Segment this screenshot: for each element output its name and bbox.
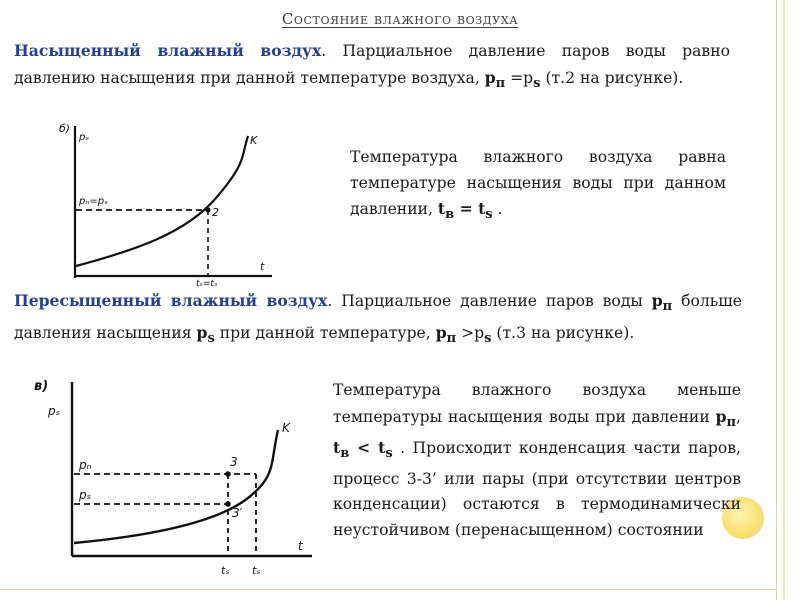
point-3-marker bbox=[225, 471, 231, 477]
panel-label: б) bbox=[59, 122, 71, 135]
x-axis-label: t bbox=[260, 260, 265, 273]
point-3-label: 3 bbox=[230, 455, 238, 469]
point-2-marker bbox=[205, 207, 210, 212]
tv-label: tₛ bbox=[221, 564, 230, 577]
saturated-side-text: Температура влажного воздуха равна температуре насыщения воды при данном давлении, $t_в = t_s$ . bbox=[350, 148, 726, 223]
frame-rail bbox=[783, 0, 785, 600]
pressure-label: pₙ=pₛ bbox=[79, 196, 108, 207]
saturation-curve bbox=[74, 430, 278, 543]
point-3prime-label: 3′ bbox=[232, 506, 243, 520]
point-3prime-marker bbox=[225, 501, 231, 507]
graph-supersaturated bbox=[30, 370, 325, 585]
y-axis-label: pₛ bbox=[79, 132, 90, 143]
curve-label: K bbox=[250, 134, 258, 147]
saturated-lead: Насыщенный влажный воздух bbox=[14, 41, 322, 60]
supersaturated-side-text: Температура влажного воздуха меньше температуры насыщения воды при давлении $р_п$, $t_в < t_s$ . Происходит конденсация части паров, процесс 3-3’ или пары (при отсутствии центров конденсации) остаются в термодинамически неустойчивом (перенасыщенном) состоянии bbox=[333, 381, 741, 539]
panel-label: в) bbox=[34, 379, 49, 394]
slide-frame-right bbox=[776, 0, 800, 600]
ts-label: tₛ bbox=[252, 564, 261, 577]
slide-title: Состояние влажного воздуха bbox=[281, 10, 519, 28]
saturated-paragraph: Насыщенный влажный воздух. Парциальное давление паров воды равно давлению насыщения при данной температуре воздуха, $р_п =р_s$ (т.2 на рисунке). bbox=[14, 41, 730, 91]
pn-label: pₙ bbox=[79, 458, 92, 472]
temperature-label: tₛ=tₛ bbox=[196, 279, 218, 288]
ps-label: pₛ bbox=[79, 488, 92, 502]
slide-frame-bottom bbox=[0, 589, 776, 590]
supersaturated-paragraph: Пересыщенный влажный воздух. Парциальное давление паров воды $р_п$ больше давления насыщения $р_s$ при данной температуре, $р_п >р_s$ (т.3 на рисунке). bbox=[14, 291, 743, 346]
curve-label: K bbox=[282, 421, 290, 435]
supersaturated-lead: Пересыщенный влажный воздух bbox=[14, 291, 328, 310]
graph-saturated bbox=[56, 118, 286, 288]
x-axis-label: t bbox=[298, 539, 303, 553]
point-2-label: 2 bbox=[212, 206, 219, 219]
y-axis-label: pₛ bbox=[48, 404, 61, 418]
